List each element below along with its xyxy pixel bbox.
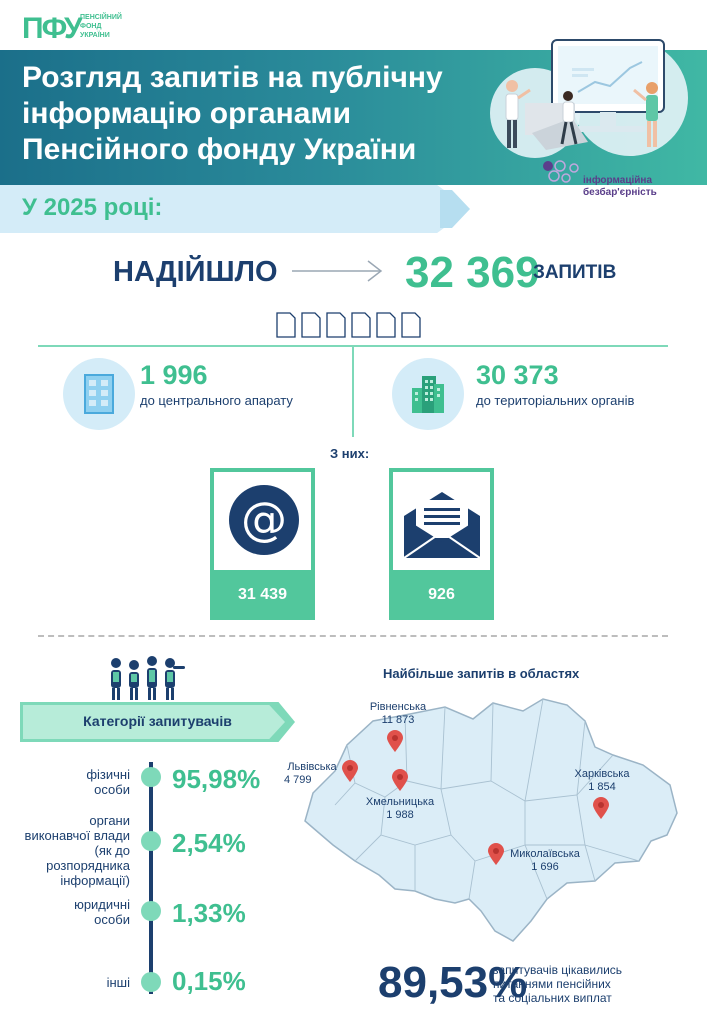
category-label-line: інформації) xyxy=(60,873,130,888)
region-label-kharkiv xyxy=(562,768,642,794)
region-value: 1 988 xyxy=(386,809,414,821)
timeline-dot xyxy=(141,831,161,851)
pension-interest-percent: 89,53% xyxy=(378,958,528,1007)
inclusivity-badge xyxy=(583,175,657,199)
region-name: Рівненська xyxy=(369,701,427,713)
timeline-dot xyxy=(141,767,161,787)
category-label-line: особи xyxy=(94,912,130,927)
region-name: Львівська xyxy=(287,761,337,773)
envelope-icon xyxy=(402,490,482,560)
location-pin-icon xyxy=(391,768,409,792)
post-count: 926 xyxy=(389,570,494,620)
category-percent: 0,15% xyxy=(172,966,246,996)
dashed-separator xyxy=(38,635,668,637)
timeline-dot xyxy=(141,901,161,921)
timeline-dot xyxy=(141,972,161,992)
badge-line: інформаційна xyxy=(583,175,653,186)
email-at-icon xyxy=(228,484,300,556)
category-label-line: виконавчої влади xyxy=(24,828,130,843)
region-value: 1 696 xyxy=(531,861,559,873)
description-line: запитувачів цікавились xyxy=(493,963,623,977)
location-pin-icon xyxy=(592,796,610,820)
categories-title: Категорії запитувачів xyxy=(83,713,232,729)
logo-text-line: ПЕНСІЙНИЙ xyxy=(80,14,122,21)
page-title xyxy=(22,60,482,168)
location-pin-icon xyxy=(341,759,359,783)
year-ribbon-tip xyxy=(440,190,470,228)
title-line: Розгляд запитів на публічну xyxy=(22,61,443,94)
total-requests-unit: ЗАПИТІВ xyxy=(533,262,617,283)
of-them-label: З них: xyxy=(330,446,370,461)
people-group-icon xyxy=(107,655,187,701)
territorial-value: 30 373 xyxy=(476,360,559,390)
pfu-logo: ПФУ xyxy=(22,12,81,45)
logo-text-line: ФОНД xyxy=(80,23,102,30)
pension-interest-description xyxy=(493,963,622,1005)
region-value: 4 799 xyxy=(284,774,312,786)
divider-vertical xyxy=(352,345,354,437)
total-requests-value: 32 369 xyxy=(405,248,540,297)
regions-title: Найбільше запитів в областях xyxy=(383,666,580,681)
category-label-line: юридичні xyxy=(74,897,130,912)
category-percent: 95,98% xyxy=(172,764,261,794)
title-line: інформацію органами xyxy=(22,97,352,130)
office-building-icon xyxy=(84,374,114,414)
category-label xyxy=(28,975,130,990)
region-name: Хмельницька xyxy=(365,796,435,808)
region-label-khmelnytskyi xyxy=(355,796,445,822)
territorial-label: до територіальних органів xyxy=(476,393,635,408)
category-label xyxy=(8,813,130,888)
presentation-illustration xyxy=(480,38,695,183)
badge-line: безбар'єрність xyxy=(583,187,657,198)
svg-text:@: @ xyxy=(241,492,287,546)
category-label-line: органи xyxy=(89,813,130,828)
title-line: Пенсійного фонду України xyxy=(22,133,417,166)
category-label-line: (як до розпорядника xyxy=(46,843,130,873)
location-pin-icon xyxy=(386,729,404,753)
category-label-line: особи xyxy=(94,782,130,797)
category-label-line: інші xyxy=(106,975,130,990)
category-label xyxy=(28,767,130,797)
documents-icon xyxy=(275,309,435,339)
pfu-logo-text xyxy=(80,13,122,40)
region-label-rivne xyxy=(363,701,433,727)
year-label: У 2025 році: xyxy=(22,194,163,221)
category-percent: 1,33% xyxy=(172,898,246,928)
arrow-right-icon xyxy=(290,258,385,284)
categories-timeline xyxy=(149,762,153,994)
region-label-mykolaiv xyxy=(500,848,590,874)
region-name: Харківська xyxy=(574,768,630,780)
category-label-line: фізичні xyxy=(86,767,130,782)
email-count: 31 439 xyxy=(210,570,315,620)
logo-text-line: УКРАЇНИ xyxy=(80,32,110,39)
central-apparatus-value: 1 996 xyxy=(140,360,208,390)
description-line: питаннями пенсійних xyxy=(493,977,611,991)
description-line: та соціальних виплат xyxy=(493,991,612,1005)
received-label: НАДІЙШЛО xyxy=(113,256,278,288)
region-value: 1 854 xyxy=(588,781,616,793)
central-apparatus-label: до центрального апарату xyxy=(140,393,293,408)
region-label-lviv xyxy=(282,761,342,787)
region-value: 11 873 xyxy=(381,714,415,726)
region-name: Миколаївська xyxy=(510,848,580,860)
category-label xyxy=(28,897,130,927)
city-buildings-icon xyxy=(410,374,446,414)
category-percent: 2,54% xyxy=(172,828,246,858)
